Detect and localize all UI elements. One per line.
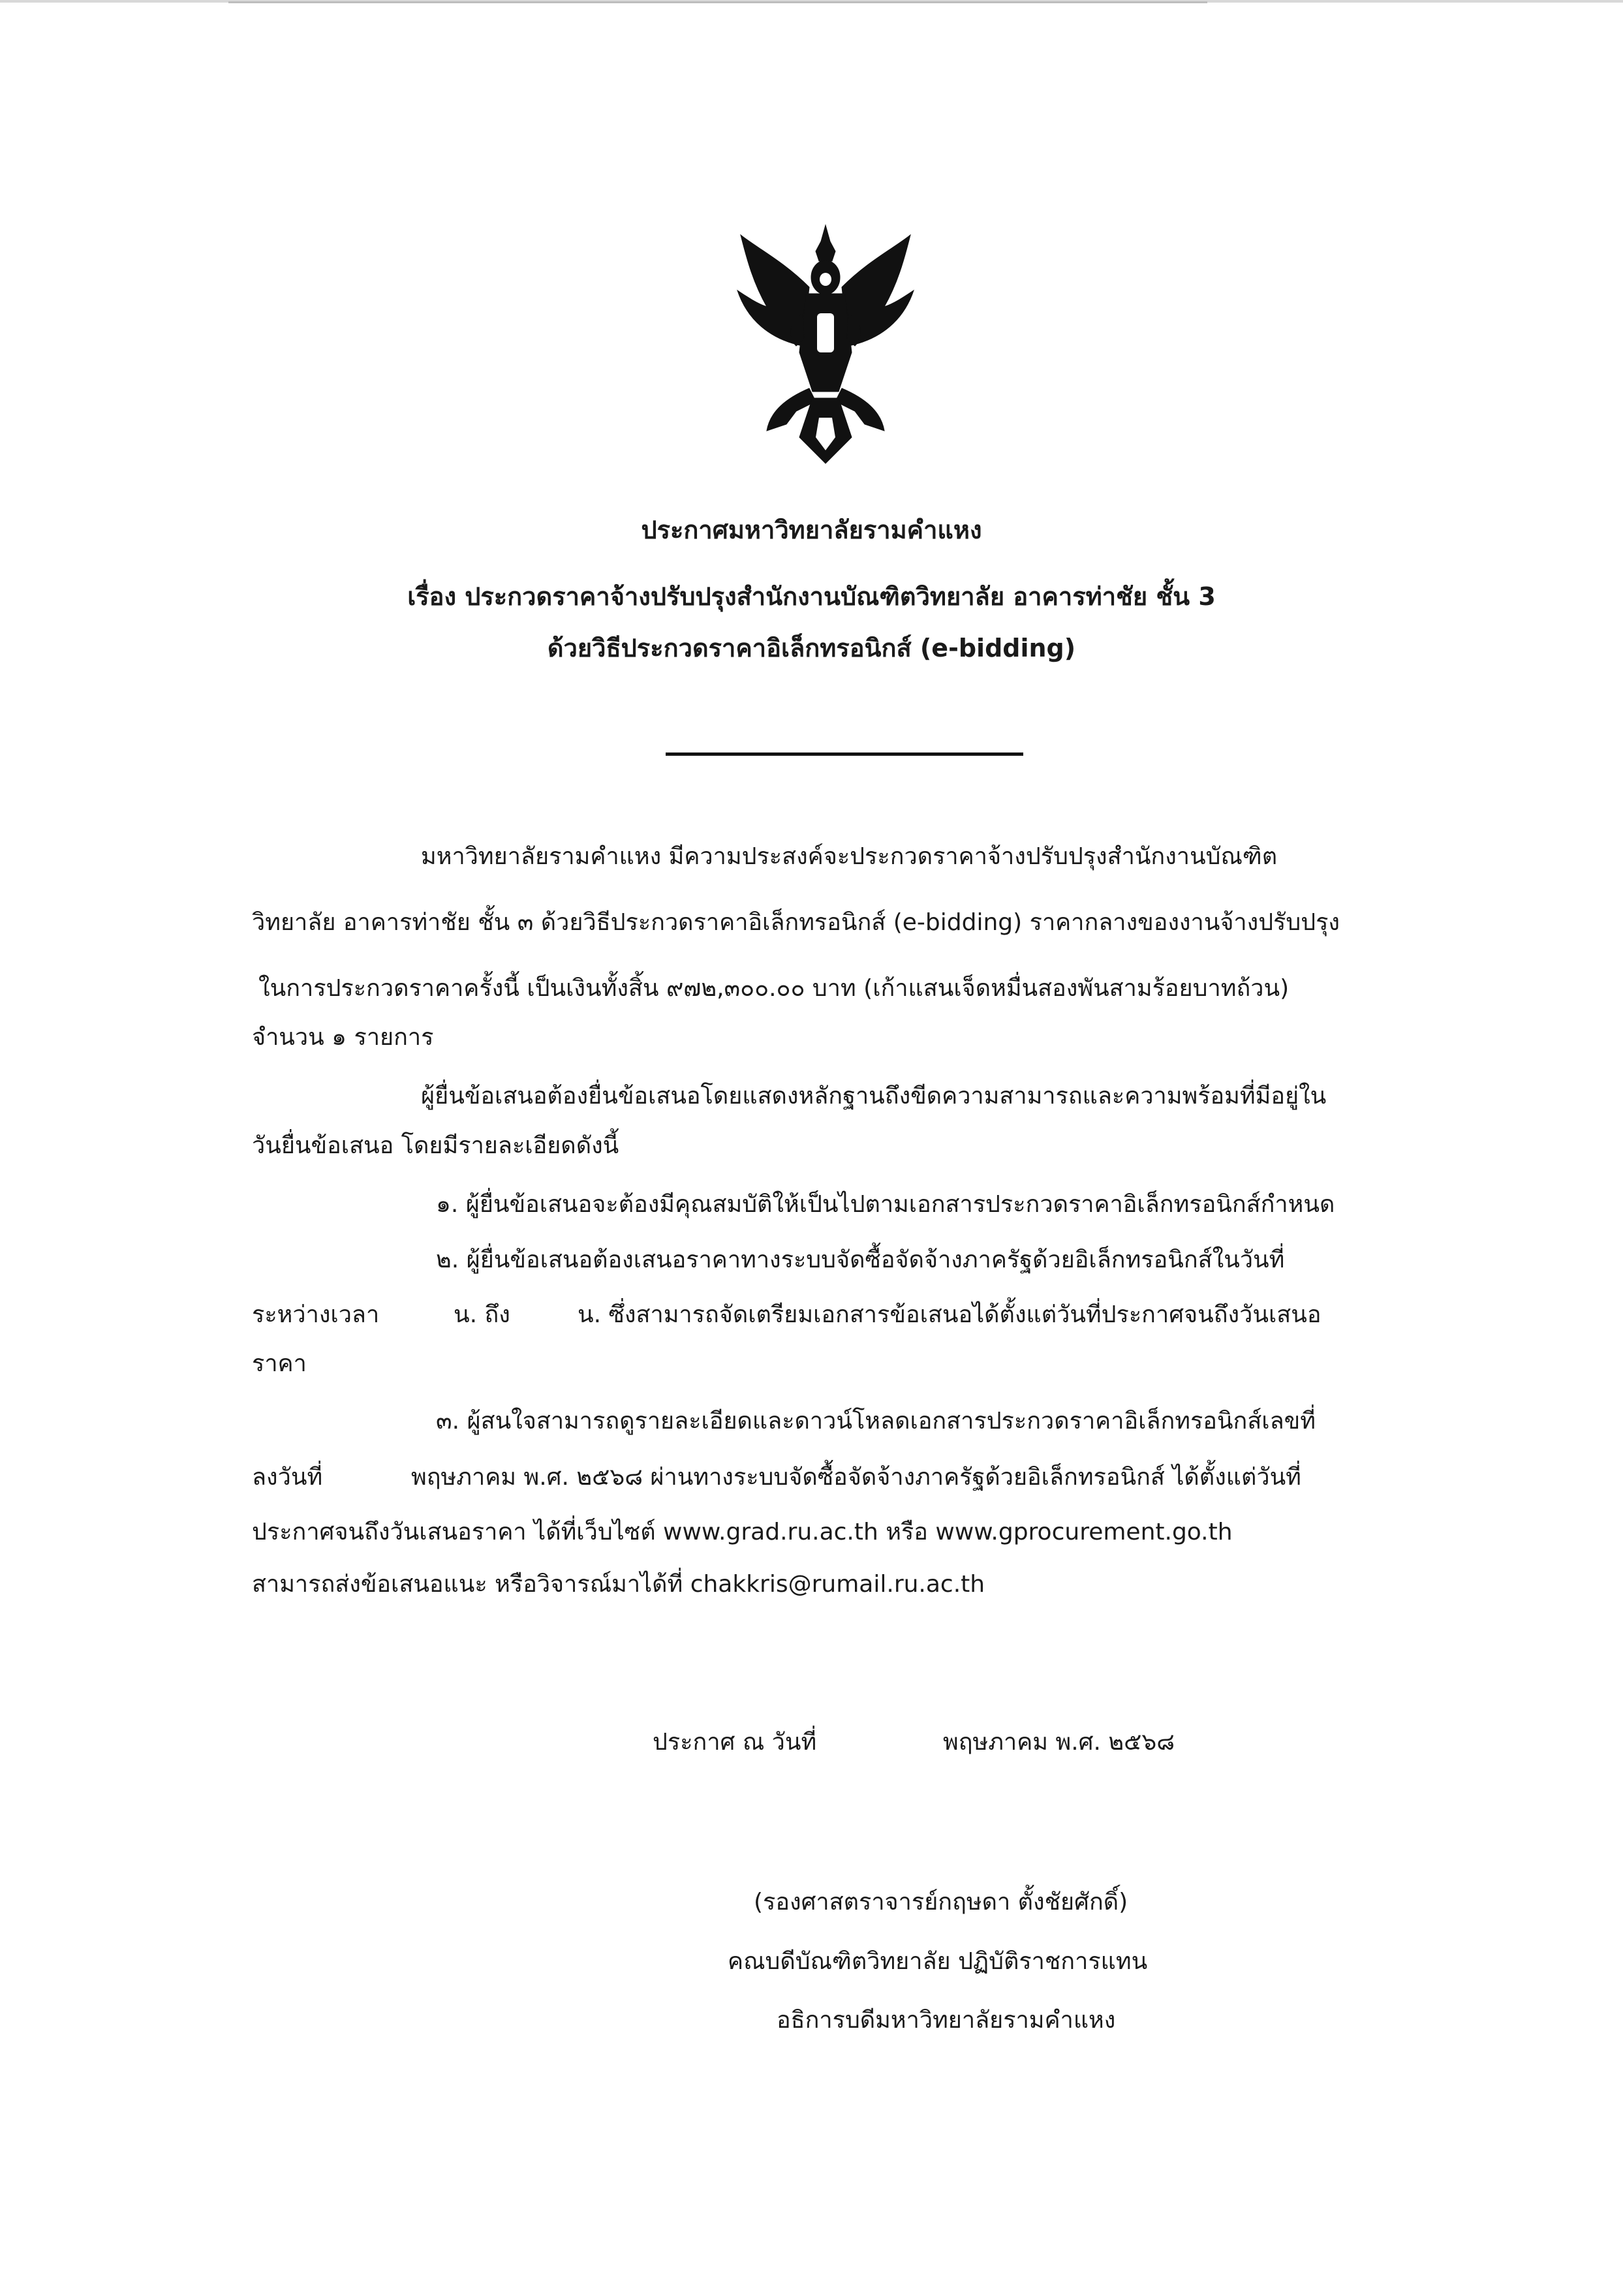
- announce-date: พฤษภาคม พ.ศ. ๒๕๖๘: [943, 1729, 1175, 1756]
- body-line-8: ๒. ผู้ยื่นข้อเสนอต้องเสนอราคาทางระบบจัดซื้อจัดจ้างภาครัฐด้วยอิเล็กทรอนิกส์ในวันที่: [436, 1247, 1285, 1273]
- body-line-9a: ระหว่างเวลา: [252, 1301, 380, 1328]
- heading-line-1: ประกาศมหาวิทยาลัยรามคำแหง: [641, 516, 982, 544]
- body-line-2: วิทยาลัย อาคารท่าชัย ชั้น ๓ ด้วยวิธีประกวดราคาอิเล็กทรอนิกส์ (e-bidding) ราคากลางของงานจ้างปรับปรุง: [252, 909, 1340, 936]
- signer-title-1: คณบดีบัณฑิตวิทยาลัย ปฏิบัติราชการแทน: [728, 1948, 1148, 1975]
- body-line-6: วันยื่นข้อเสนอ โดยมีรายละเอียดดังนี้: [252, 1132, 619, 1159]
- body-line-12a: ลงวันที่: [252, 1464, 323, 1491]
- body-line-5: ผู้ยื่นข้อเสนอต้องยื่นข้อเสนอโดยแสดงหลักฐานถึงขีดความสามารถและความพร้อมที่มีอยู่ใน: [421, 1083, 1327, 1109]
- body-line-4: จำนวน ๑ รายการ: [252, 1024, 434, 1051]
- heading-divider: [666, 752, 1023, 756]
- body-line-1: มหาวิทยาลัยรามคำแหง มีความประสงค์จะประกวดราคาจ้างปรับปรุงสำนักงานบัณฑิต: [421, 843, 1278, 870]
- body-line-11: ๓. ผู้สนใจสามารถดูรายละเอียดและดาวน์โหลดเอกสารประกวดราคาอิเล็กทรอนิกส์เลขที่: [436, 1408, 1316, 1435]
- body-line-10: ราคา: [252, 1350, 307, 1377]
- signer-title-2: อธิการบดีมหาวิทยาลัยรามคำแหง: [777, 2007, 1116, 2034]
- signer-name: (รองศาสตราจารย์กฤษดา ตั้งชัยศักดิ์): [754, 1889, 1128, 1916]
- heading-line-2: เรื่อง ประกวดราคาจ้างปรับปรุงสำนักงานบัณฑิตวิทยาลัย อาคารท่าชัย ชั้น 3: [407, 582, 1216, 611]
- body-line-3: ในการประกวดราคาครั้งนี้ เป็นเงินทั้งสิ้น ๙๗๒,๓๐๐.๐๐ บาท (เก้าแสนเจ็ดหมื่นสองพันสามร้อยบาทถ้วน): [258, 975, 1290, 1002]
- body-line-9c: น. ซึ่งสามารถจัดเตรียมเอกสารข้อเสนอได้ตั้งแต่วันที่ประกาศจนถึงวันเสนอ: [578, 1301, 1322, 1328]
- heading-line-3: ด้วยวิธีประกวดราคาอิเล็กทรอนิกส์ (e-bidding): [547, 634, 1076, 662]
- garuda-emblem: [731, 222, 920, 470]
- body-line-14: สามารถส่งข้อเสนอแนะ หรือวิจารณ์มาได้ที่ chakkris@rumail.ru.ac.th: [252, 1571, 985, 1598]
- scan-top-edge-dark: [228, 1, 1207, 3]
- body-line-7: ๑. ผู้ยื่นข้อเสนอจะต้องมีคุณสมบัติให้เป็นไปตามเอกสารประกวดราคาอิเล็กทรอนิกส์กำหนด: [436, 1191, 1335, 1218]
- body-line-13: ประกาศจนถึงวันเสนอราคา ได้ที่เว็บไซต์ www.grad.ru.ac.th หรือ www.gprocurement.go.th: [252, 1519, 1233, 1545]
- body-line-9b: น. ถึง: [454, 1301, 510, 1328]
- body-line-12b: พฤษภาคม พ.ศ. ๒๕๖๘ ผ่านทางระบบจัดซื้อจัดจ้างภาครัฐด้วยอิเล็กทรอนิกส์ ได้ตั้งแต่วันที่: [411, 1464, 1301, 1491]
- announce-prefix: ประกาศ ณ วันที่: [653, 1729, 817, 1756]
